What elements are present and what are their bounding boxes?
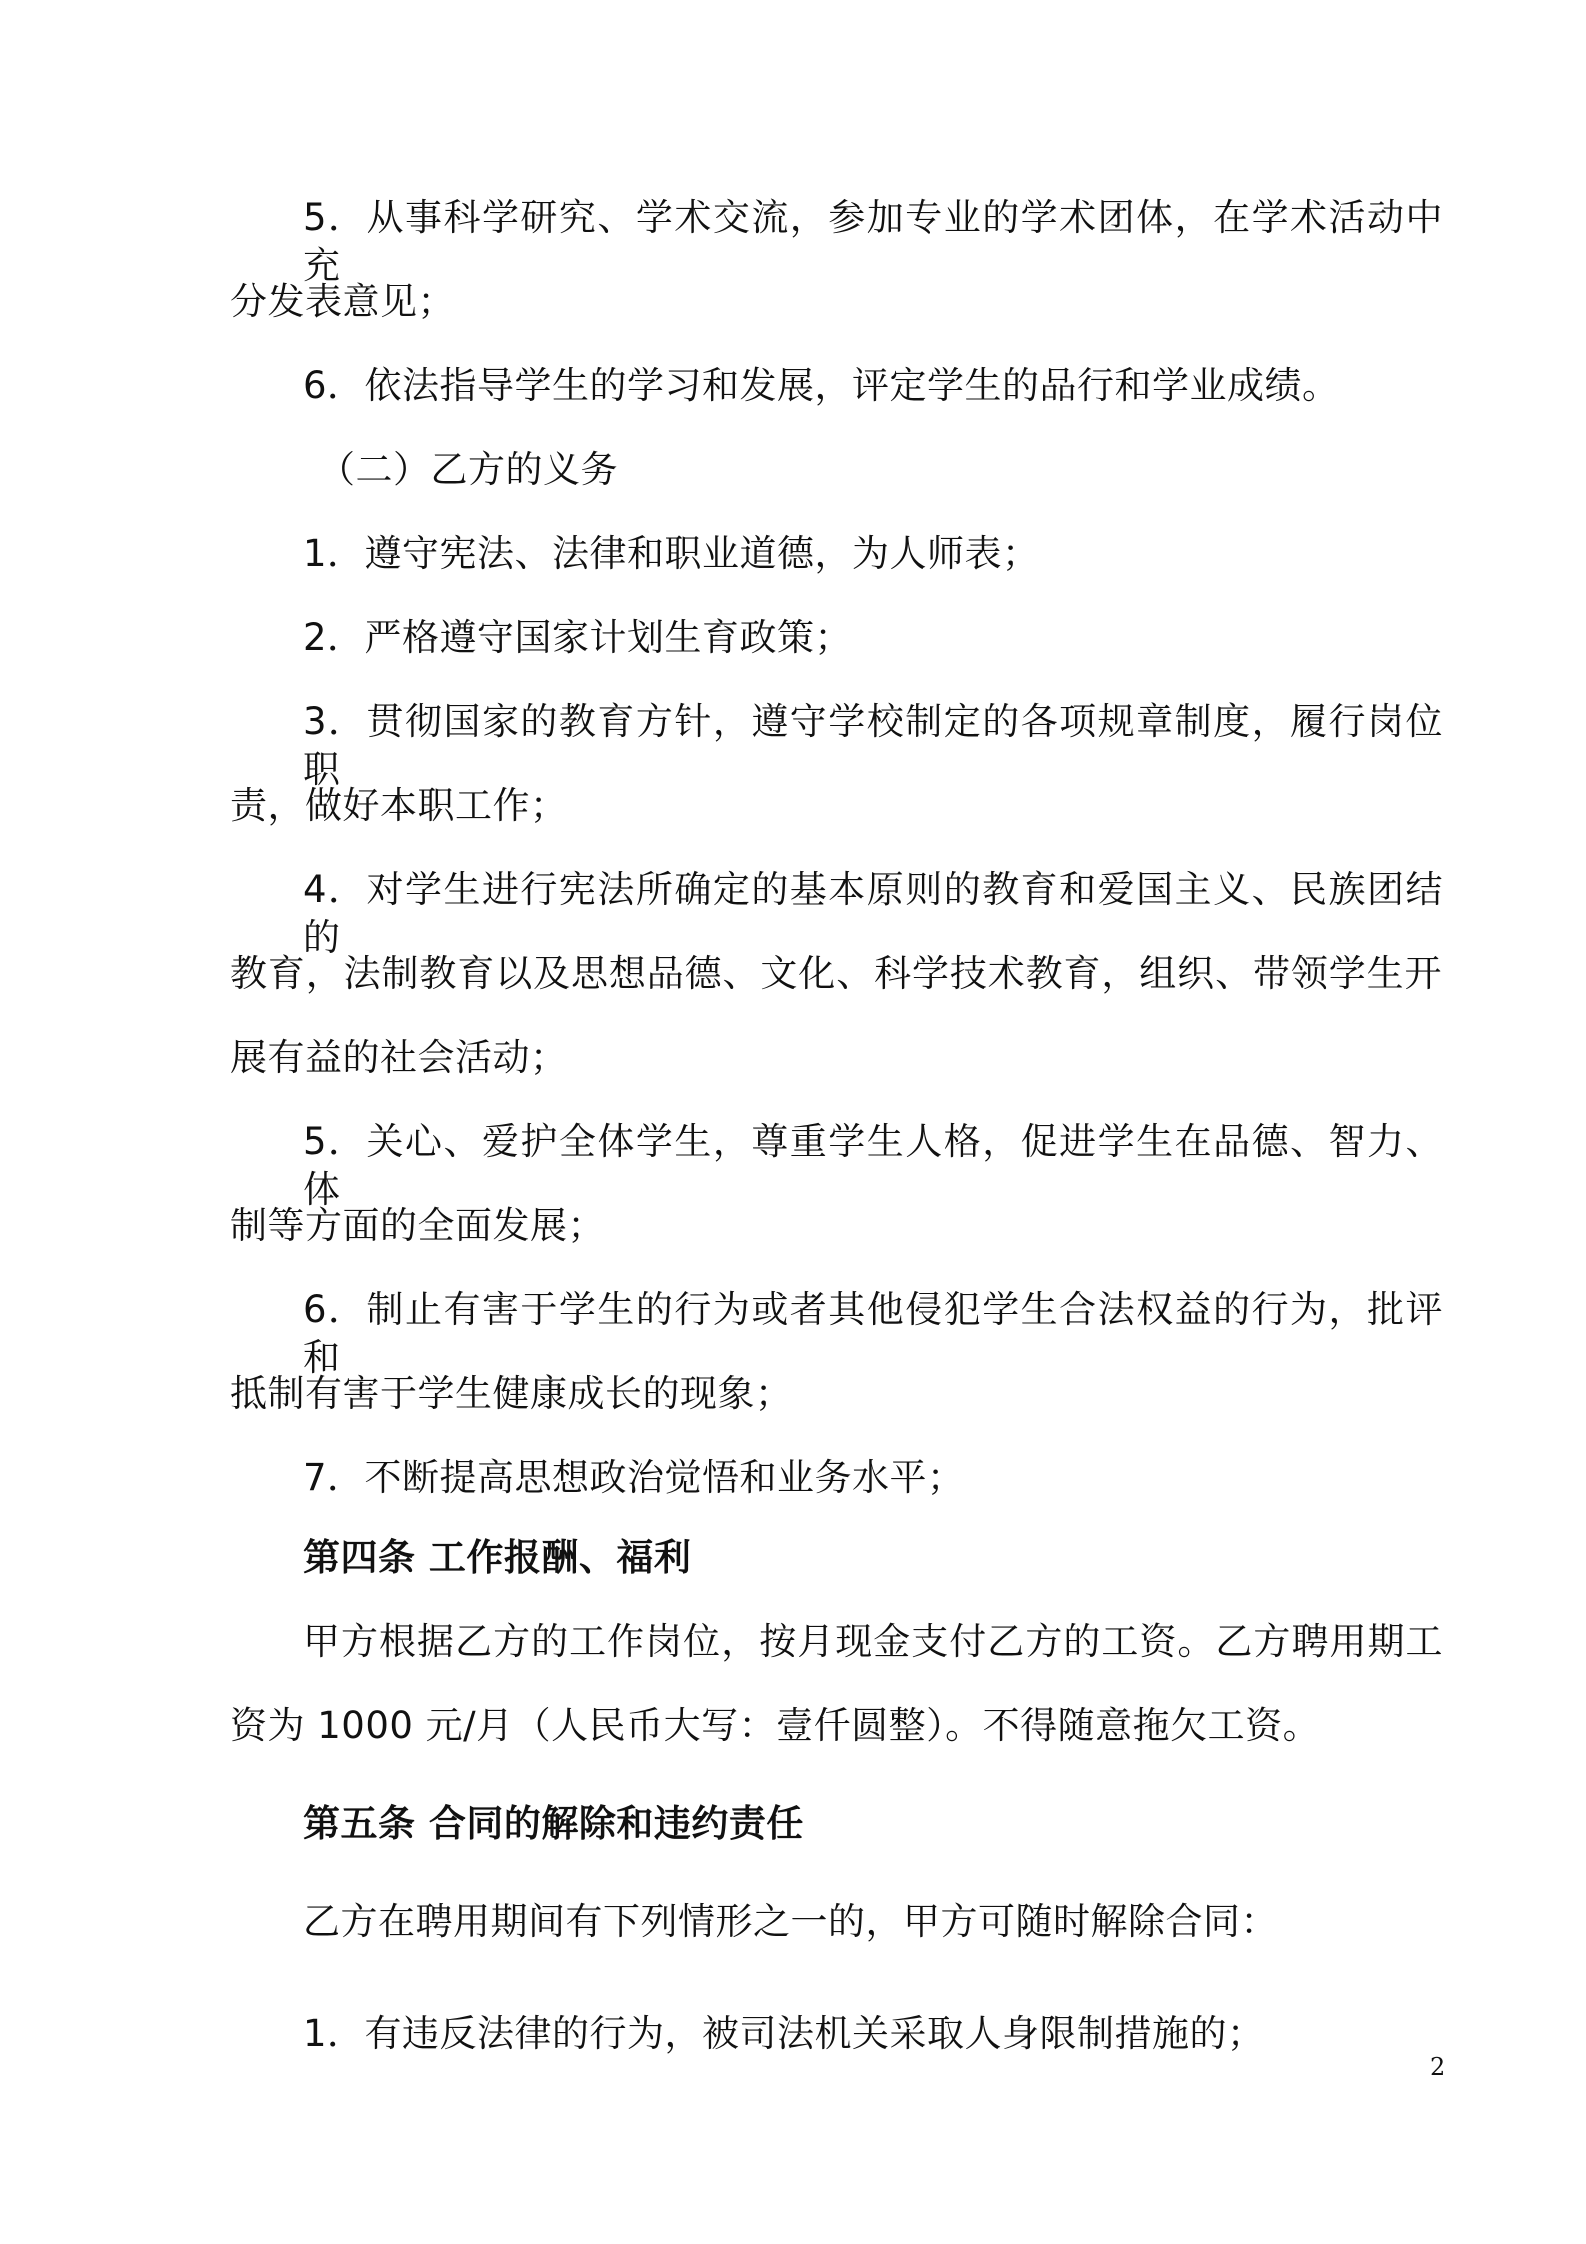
paragraph-line: 5．关心、爱护全体学生，尊重学生人格，促进学生在品德、智力、体 [303, 1120, 1443, 1211]
paragraph-line: 5．从事科学研究、学术交流，参加专业的学术团体，在学术活动中充 [303, 196, 1443, 287]
article-heading: 第四条 工作报酬、福利 [303, 1536, 692, 1579]
paragraph-line: 4．对学生进行宪法所确定的基本原则的教育和爱国主义、民族团结的 [303, 868, 1443, 959]
article-heading: 第五条 合同的解除和违约责任 [303, 1802, 804, 1845]
paragraph-line: 2．严格遵守国家计划生育政策； [303, 616, 853, 659]
paragraph-line: 6．制止有害于学生的行为或者其他侵犯学生合法权益的行为，批评和 [303, 1288, 1443, 1379]
paragraph-line: 分发表意见； [230, 280, 455, 323]
paragraph-line: 展有益的社会活动； [230, 1036, 568, 1079]
paragraph-line: 1．遵守宪法、法律和职业道德，为人师表； [303, 532, 1040, 575]
page-number: 2 [1430, 2053, 1446, 2081]
paragraph-line: 7．不断提高思想政治觉悟和业务水平； [303, 1456, 965, 1499]
paragraph-line: 3．贯彻国家的教育方针，遵守学校制定的各项规章制度，履行岗位职 [303, 700, 1443, 791]
paragraph-line: 甲方根据乙方的工作岗位，按月现金支付乙方的工资。乙方聘用期工 [303, 1620, 1443, 1663]
section-subheading: （二）乙方的义务 [318, 448, 618, 491]
paragraph-line: 乙方在聘用期间有下列情形之一的，甲方可随时解除合同： [303, 1900, 1278, 1943]
paragraph-line: 抵制有害于学生健康成长的现象； [230, 1372, 793, 1415]
paragraph-line: 责，做好本职工作； [230, 784, 568, 827]
paragraph-line: 制等方面的全面发展； [230, 1204, 605, 1247]
paragraph-line: 6．依法指导学生的学习和发展，评定学生的品行和学业成绩。 [303, 364, 1340, 407]
paragraph-line: 教育，法制教育以及思想品德、文化、科学技术教育，组织、带领学生开 [230, 952, 1442, 995]
paragraph-line: 资为 1000 元/月（人民币大写：壹仟圆整）。不得随意拖欠工资。 [230, 1704, 1321, 1747]
paragraph-line: 1．有违反法律的行为，被司法机关采取人身限制措施的； [303, 2012, 1265, 2055]
